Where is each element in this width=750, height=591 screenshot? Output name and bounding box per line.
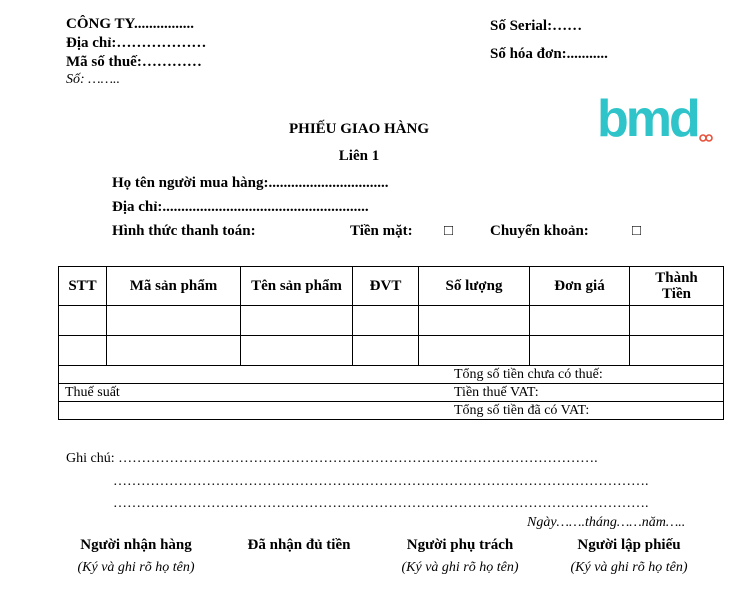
document-number: Số: …….. bbox=[66, 72, 121, 87]
table-cell bbox=[419, 306, 530, 336]
vat-row bbox=[59, 384, 724, 402]
table-cell bbox=[107, 336, 241, 366]
table-cell bbox=[59, 336, 107, 366]
company-name: CÔNG TY................ bbox=[66, 16, 194, 32]
vat-amount-label: Tiền thuế VAT: bbox=[454, 385, 539, 400]
in-charge-sign-note: (Ký và ghi rõ họ tên) bbox=[401, 560, 519, 575]
document-title: PHIẾU GIAO HÀNG bbox=[288, 121, 429, 137]
header-amount bbox=[630, 267, 724, 306]
serial-number: Số Serial:…… bbox=[490, 18, 583, 34]
notes-line-2: ……………………………………………………………………………………………………. bbox=[113, 474, 649, 489]
receiver-signature-title: Người nhận hàng bbox=[80, 537, 192, 553]
table-cell bbox=[630, 306, 724, 336]
transfer-checkbox: □ bbox=[632, 223, 642, 239]
goods-table bbox=[58, 266, 724, 420]
table-row bbox=[59, 336, 724, 366]
buyer-name: Họ tên người mua hàng:................................ bbox=[112, 175, 389, 191]
logo-text: bmd bbox=[597, 94, 698, 144]
notes-line: Ghi chú: …………………………………………………………………………………………. bbox=[66, 451, 598, 466]
table-header-row bbox=[59, 267, 724, 306]
table-cell bbox=[530, 336, 630, 366]
buyer-address: Địa chỉ:....................................................... bbox=[112, 199, 369, 215]
date-line: Ngày…….tháng……năm….. bbox=[527, 515, 686, 530]
vat-row-cell bbox=[59, 384, 724, 402]
paid-signature-title: Đã nhận đủ tiền bbox=[247, 537, 351, 553]
subtotal-label: Tổng số tiền chưa có thuế: bbox=[59, 366, 724, 384]
table-cell bbox=[241, 336, 353, 366]
table-row bbox=[59, 306, 724, 336]
subtotal-row bbox=[59, 366, 724, 384]
header-amount-line2: Tiền bbox=[662, 286, 691, 302]
total-row bbox=[59, 402, 724, 420]
table-cell bbox=[353, 306, 419, 336]
header-unit-price: Đơn giá bbox=[530, 267, 630, 306]
header-quantity: Số lượng bbox=[419, 267, 530, 306]
preparer-sign-note: (Ký và ghi rõ họ tên) bbox=[570, 560, 688, 575]
preparer-signature-title: Người lập phiếu bbox=[577, 537, 681, 553]
transfer-label: Chuyển khoản: bbox=[490, 223, 589, 239]
payment-method-label: Hình thức thanh toán: bbox=[112, 223, 256, 239]
table-cell bbox=[107, 306, 241, 336]
copy-label: Liên 1 bbox=[338, 148, 380, 164]
cash-checkbox: □ bbox=[444, 223, 454, 239]
total-label: Tổng số tiền đã có VAT: bbox=[59, 402, 724, 420]
header-unit: ĐVT bbox=[353, 267, 419, 306]
cash-label: Tiền mặt: bbox=[350, 223, 413, 239]
table-cell bbox=[630, 336, 724, 366]
invoice-number: Số hóa đơn:........... bbox=[490, 46, 608, 62]
header-product-code: Mã sản phẩm bbox=[107, 267, 241, 306]
table-cell bbox=[59, 306, 107, 336]
company-address: Địa chỉ:……………… bbox=[66, 35, 207, 51]
receiver-sign-note: (Ký và ghi rõ họ tên) bbox=[77, 560, 195, 575]
tax-rate-label: Thuế suất bbox=[65, 385, 120, 400]
notes-line-3: ……………………………………………………………………………………………………. bbox=[113, 496, 649, 511]
table-cell bbox=[241, 306, 353, 336]
table-cell bbox=[353, 336, 419, 366]
header-stt: STT bbox=[59, 267, 107, 306]
in-charge-signature-title: Người phụ trách bbox=[406, 537, 514, 553]
tax-code: Mã số thuế:………… bbox=[66, 54, 202, 70]
header-product-name: Tên sản phẩm bbox=[241, 267, 353, 306]
table-cell bbox=[530, 306, 630, 336]
header-amount-line1: Thành bbox=[655, 270, 698, 286]
table-cell bbox=[419, 336, 530, 366]
